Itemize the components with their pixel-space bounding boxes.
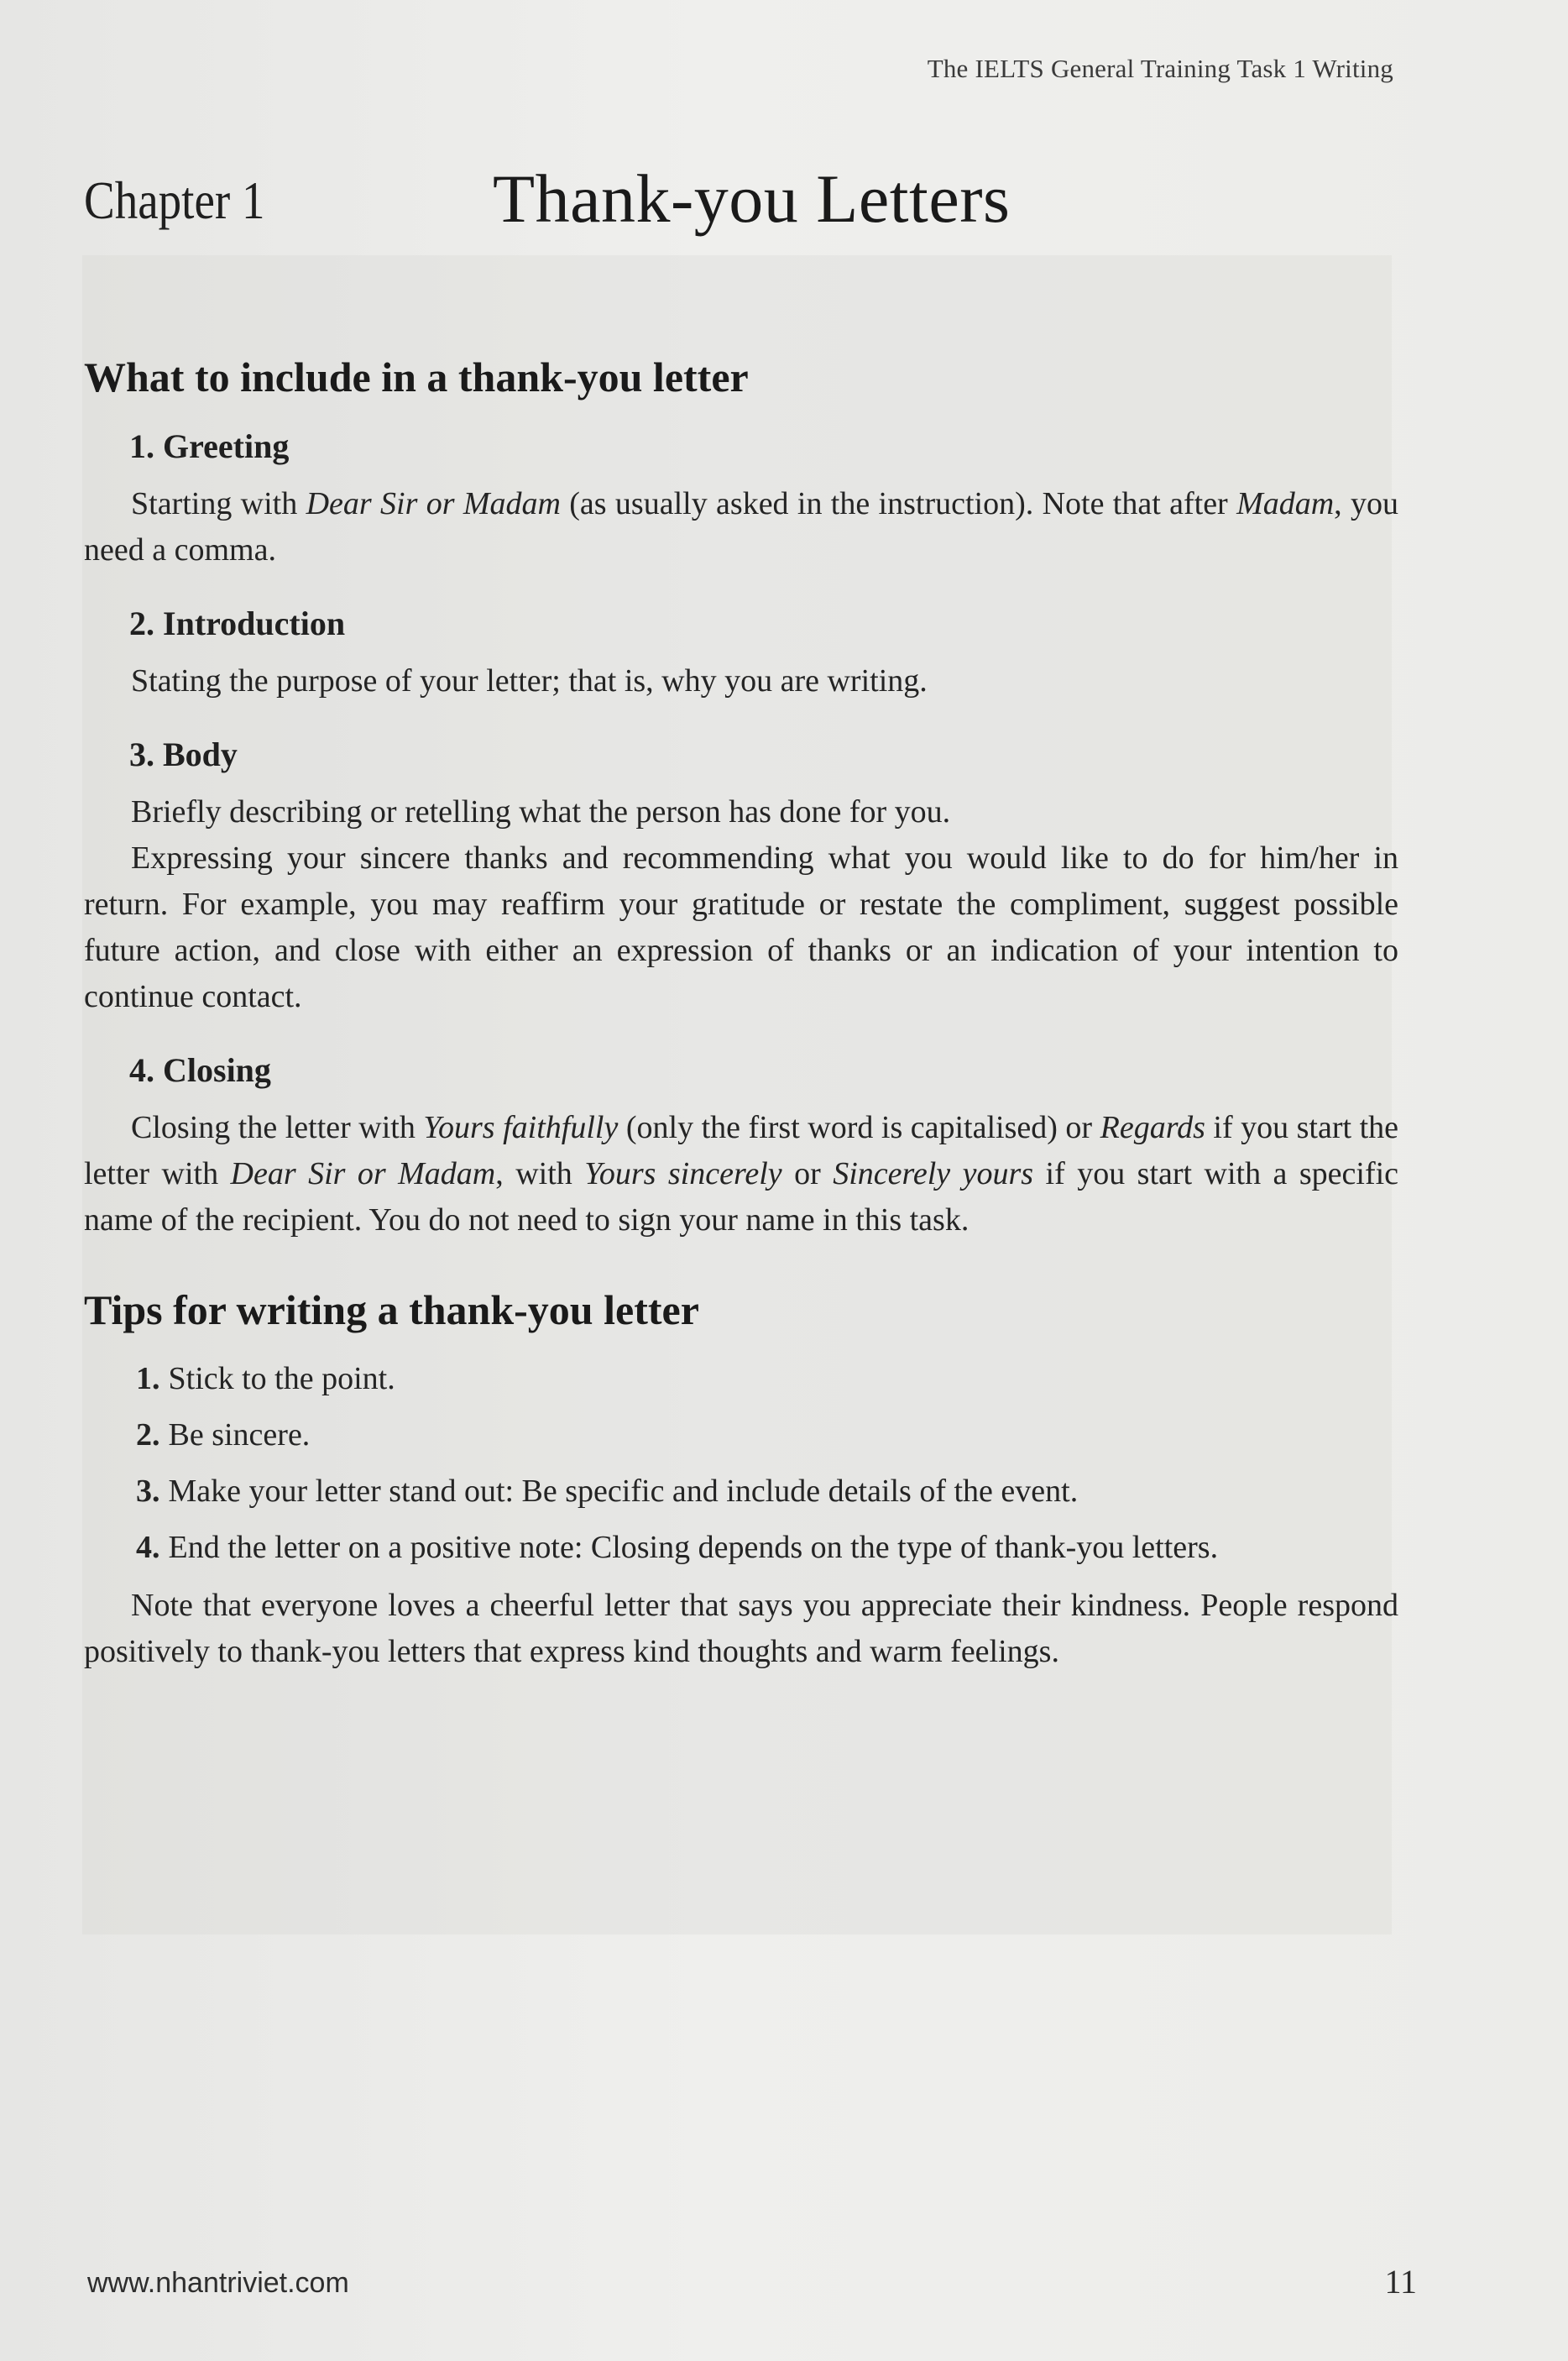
include-item-heading: 2. Introduction <box>129 605 346 642</box>
tip-number: 2. <box>136 1417 160 1453</box>
running-head: The IELTS General Training Task 1 Writing <box>927 54 1393 83</box>
tip-item <box>136 1407 1398 1463</box>
chapter-header <box>84 151 1393 252</box>
include-items <box>84 427 1398 1243</box>
include-item-heading: 4. Closing <box>129 1051 271 1089</box>
tip-text: Make your letter stand out: Be specific and include details of the event. <box>168 1474 1079 1509</box>
text-run: (as usually asked in the instruction). Note that after <box>560 486 1237 521</box>
tip-item <box>136 1520 1398 1576</box>
include-item-heading: 3. Body <box>129 736 238 773</box>
include-item-paragraph <box>84 1105 1398 1243</box>
footer-url: www.nhantriviet.com <box>87 2267 349 2299</box>
tips-note: Note that everyone loves a cheerful letter that says you appreciate their kindness. People respond positively to thank-you letters that express kind thoughts and warm feelings. <box>84 1588 1398 1669</box>
italic-term: Regards <box>1100 1110 1205 1145</box>
italic-term: Yours sincerely <box>584 1156 782 1191</box>
chapter-title: Thank-you Letters <box>493 160 1011 237</box>
include-item-paragraph <box>84 789 1398 835</box>
text-run: Briefly describing or retelling what the person has done for you. <box>131 794 951 830</box>
text-run: , you need a comma. <box>84 486 1399 568</box>
tip-item <box>136 1463 1398 1520</box>
include-item-paragraph <box>84 481 1398 573</box>
text-run: or <box>781 1156 834 1191</box>
italic-term: Dear Sir or Madam <box>306 486 561 521</box>
text-run: , with <box>495 1156 585 1191</box>
section-heading-what-to-include: What to include in a thank-you letter <box>84 353 749 400</box>
italic-term: Dear Sir or Madam <box>230 1156 496 1191</box>
italic-term: Yours faithfully <box>423 1110 619 1145</box>
page-number: 11 <box>1384 2263 1417 2301</box>
text-run: Expressing your sincere thanks and recommending what you would like to do for him/her in return. For example, you may reaffirm your gratitude or restate the compliment, suggest possible future action, and close with either an expression of thanks or an indication of your intention to continue contact. <box>84 840 1398 1014</box>
section-heading-tips: Tips for writing a thank-you letter <box>84 1286 699 1333</box>
text-run: Stating the purpose of your letter; that is, why you are writing. <box>131 663 928 699</box>
tip-text: Stick to the point. <box>168 1361 395 1396</box>
include-item-paragraph <box>84 835 1398 1020</box>
text-run: (only the first word is capitalised) or <box>618 1110 1100 1145</box>
text-run: if you start the letter with <box>84 1110 1399 1191</box>
include-item-paragraph <box>84 658 1398 704</box>
tips-list <box>84 1351 1398 1576</box>
chapter-label: Chapter 1 <box>84 170 265 230</box>
text-run: if you start with a specific name of the recipient. You do not need to sign your name in this task. <box>84 1156 1399 1238</box>
tip-number: 4. <box>136 1530 160 1565</box>
tip-item <box>136 1351 1398 1407</box>
italic-term: Sincerely yours <box>833 1156 1034 1191</box>
text-run: Closing the letter with <box>131 1110 424 1145</box>
page-content <box>84 353 1398 1675</box>
tip-number: 3. <box>136 1474 160 1509</box>
tip-text: End the letter on a positive note: Closing depends on the type of thank-you letters. <box>168 1530 1219 1565</box>
tip-number: 1. <box>136 1361 160 1396</box>
text-run: Starting with <box>131 486 306 521</box>
italic-term: Madam <box>1236 486 1335 521</box>
include-item-heading: 1. Greeting <box>129 427 290 465</box>
tip-text: Be sincere. <box>168 1417 311 1453</box>
